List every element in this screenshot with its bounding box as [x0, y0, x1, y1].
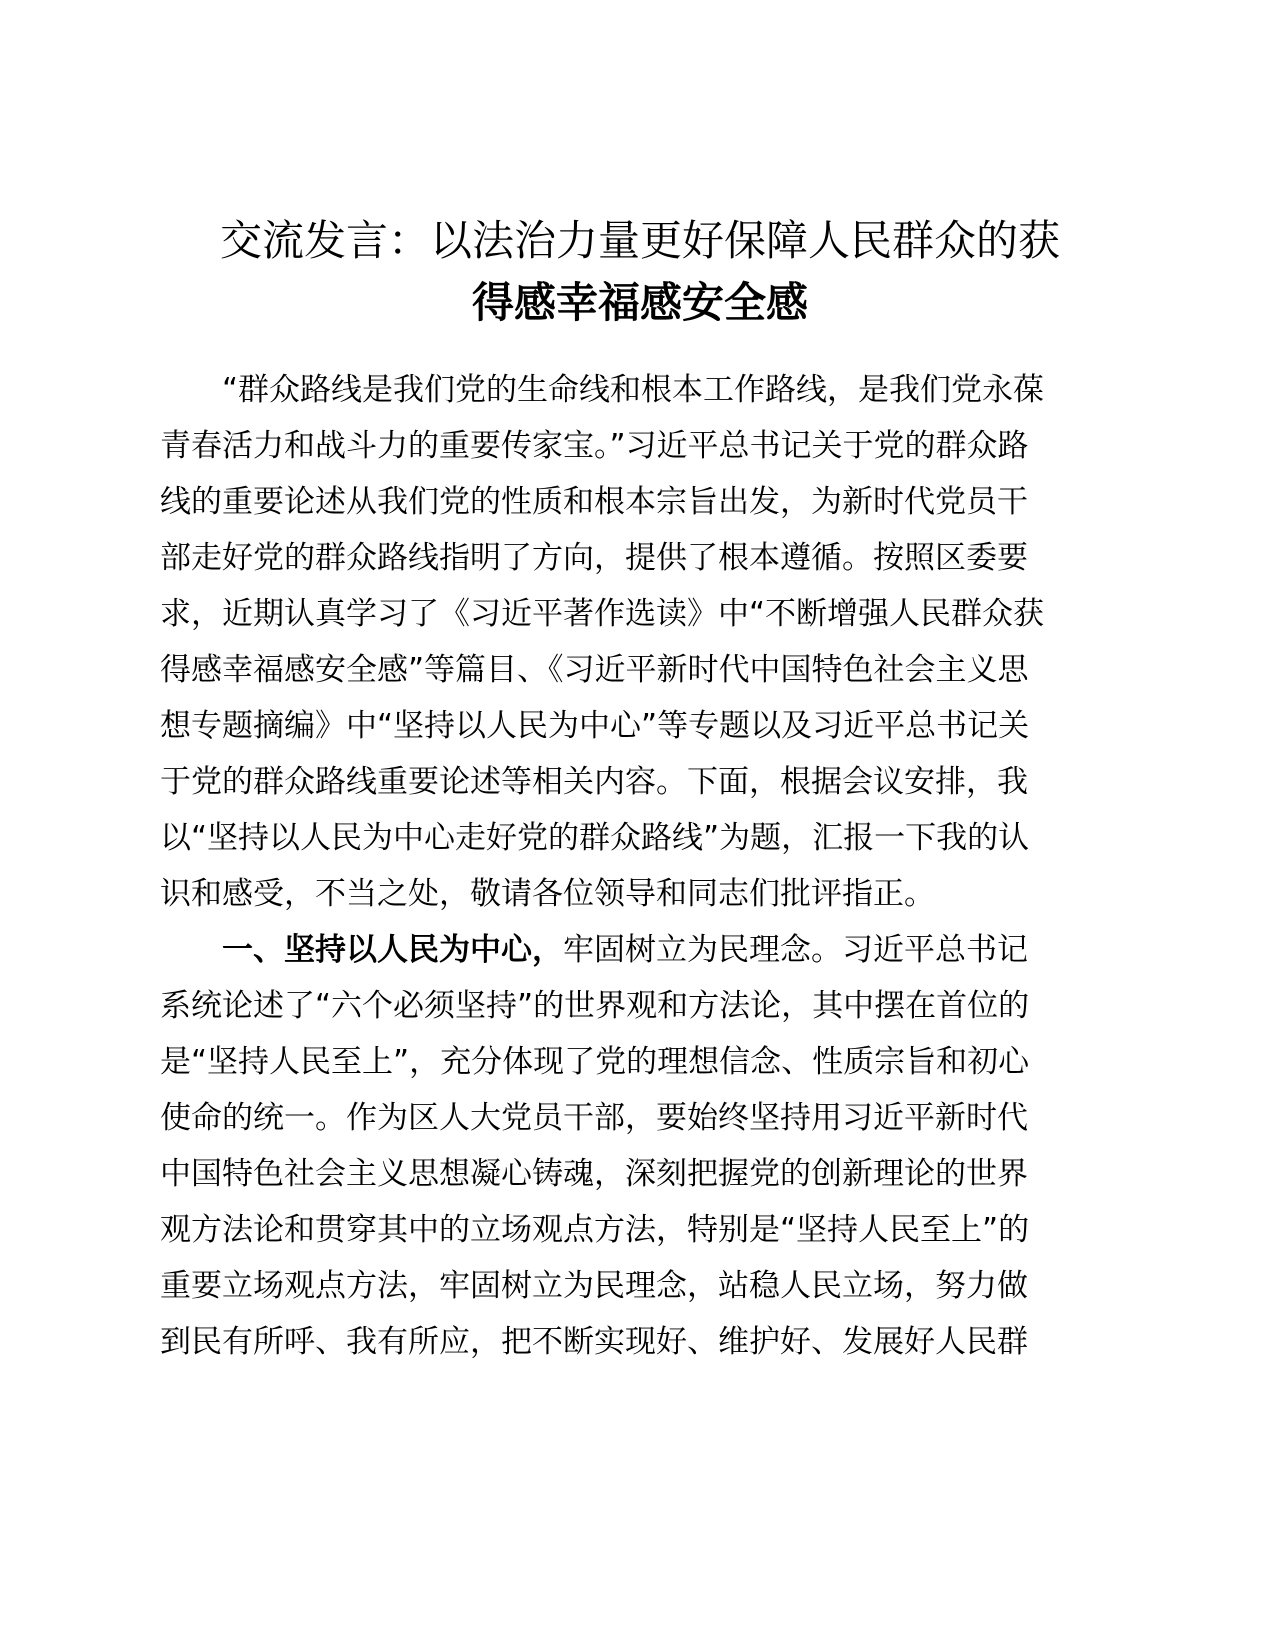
paragraph-2-line: 观方法论和贯穿其中的立场观点方法，特别是“坚持人民至上”的 [160, 1212, 1030, 1248]
paragraph-1-line: 想专题摘编》中“坚持以人民为中心”等专题以及习近平总书记关 [160, 708, 1030, 744]
title-line-1: 交流发言：以法治力量更好保障人民群众的获 [219, 216, 1060, 265]
paragraph-1-line: 以“坚持以人民为中心走好党的群众路线”为题，汇报一下我的认 [160, 820, 1030, 856]
document-title [160, 210, 1120, 334]
paragraph-2-line: 使命的统一。作为区人大党员干部，要始终坚持用习近平新时代 [160, 1100, 1028, 1136]
paragraph-2-line: 中国特色社会主义思想凝心铸魂，深刻把握党的创新理论的世界 [160, 1156, 1028, 1192]
paragraph-1-line: 青春活力和战斗力的重要传家宝。”习近平总书记关于党的群众路 [160, 428, 1029, 464]
paragraph-1-line: 得感幸福感安全感”等篇目、《习近平新时代中国特色社会主义思 [160, 652, 1029, 688]
paragraph-2-first-line [160, 922, 1080, 978]
paragraph-2-line: 是“坚持人民至上”，充分体现了党的理想信念、性质宗旨和初心 [160, 1044, 1030, 1080]
paragraph-2-line: 重要立场观点方法，牢固树立为民理念，站稳人民立场，努力做 [160, 1268, 1028, 1304]
paragraph-2-first-text: 牢固树立为民理念。习近平总书记 [563, 932, 1028, 968]
paragraph-1-line: 于党的群众路线重要论述等相关内容。下面，根据会议安排，我 [160, 764, 1028, 800]
title-line-2: 得感幸福感安全感 [471, 278, 808, 327]
paragraph-1-line: “群众路线是我们党的生命线和根本工作路线，是我们党永葆 [222, 372, 1045, 408]
paragraph-1-line: 识和感受，不当之处，敬请各位领导和同志们批评指正。 [160, 876, 935, 912]
paragraph-1-line: 求，近期认真学习了《习近平著作选读》中“不断增强人民群众获 [160, 596, 1045, 632]
paragraph-2-line: 到民有所呼、我有所应，把不断实现好、维护好、发展好人民群 [160, 1324, 1028, 1360]
paragraph-2-line: 系统论述了“六个必须坚持”的世界观和方法论，其中摆在首位的 [160, 988, 1030, 1024]
paragraph-1-line: 线的重要论述从我们党的性质和根本宗旨出发，为新时代党员干 [160, 484, 1028, 520]
paragraph-1-line: 部走好党的群众路线指明了方向，提供了根本遵循。按照区委要 [160, 540, 1028, 576]
section-heading: 一、坚持以人民为中心， [222, 932, 563, 968]
document-body [160, 362, 1080, 1370]
